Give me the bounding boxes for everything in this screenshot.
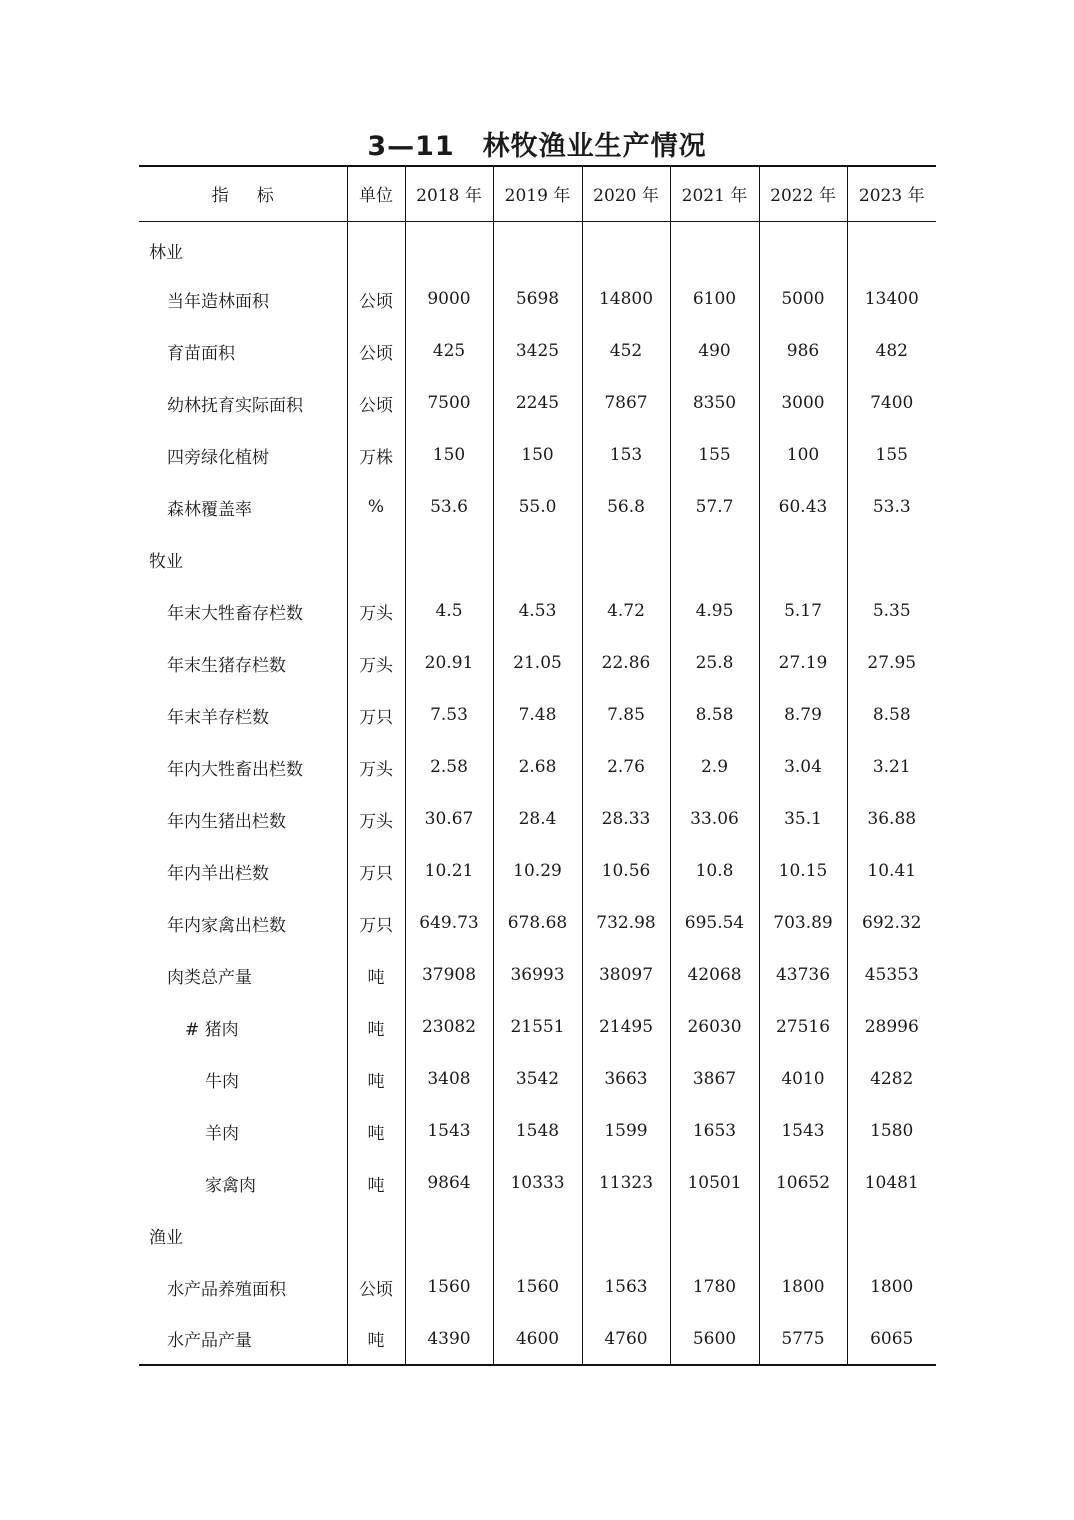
value-cell: 57.7 bbox=[670, 481, 759, 533]
unit-cell: 公顷 bbox=[347, 1261, 405, 1313]
value-cell bbox=[493, 533, 582, 585]
value-cell: 649.73 bbox=[405, 897, 493, 949]
value-cell: 1653 bbox=[670, 1105, 759, 1157]
table-row bbox=[139, 1105, 936, 1157]
value-cell: 4.53 bbox=[493, 585, 582, 637]
value-cell: 7400 bbox=[847, 377, 936, 429]
value-cell bbox=[493, 221, 582, 273]
value-cell: 3408 bbox=[405, 1053, 493, 1105]
value-cell: 23082 bbox=[405, 1001, 493, 1053]
value-cell: 1800 bbox=[759, 1261, 847, 1313]
header-year: 2022 年 bbox=[759, 166, 847, 221]
value-cell: 56.8 bbox=[582, 481, 670, 533]
header-year: 2018 年 bbox=[405, 166, 493, 221]
table-row bbox=[139, 793, 936, 845]
value-cell bbox=[759, 221, 847, 273]
header-indicator: 指标 bbox=[139, 166, 347, 221]
table-row bbox=[139, 1313, 936, 1365]
value-cell: 27516 bbox=[759, 1001, 847, 1053]
table-row bbox=[139, 1261, 936, 1313]
table-row bbox=[139, 1001, 936, 1053]
value-cell: 22.86 bbox=[582, 637, 670, 689]
indicator-label: 育苗面积 bbox=[167, 343, 235, 364]
value-cell: 1599 bbox=[582, 1105, 670, 1157]
unit-cell: 公顷 bbox=[347, 377, 405, 429]
unit-cell: 万只 bbox=[347, 689, 405, 741]
value-cell bbox=[405, 533, 493, 585]
table-row bbox=[139, 689, 936, 741]
value-cell: 60.43 bbox=[759, 481, 847, 533]
value-cell: 4600 bbox=[493, 1313, 582, 1365]
table-section-row bbox=[139, 221, 936, 273]
value-cell: 8.58 bbox=[670, 689, 759, 741]
table-row bbox=[139, 377, 936, 429]
value-cell: 13400 bbox=[847, 273, 936, 325]
value-cell: 490 bbox=[670, 325, 759, 377]
indicator-label: 森林覆盖率 bbox=[167, 499, 252, 520]
value-cell: 692.32 bbox=[847, 897, 936, 949]
page-title: 3—11 林牧渔业生产情况 bbox=[367, 131, 707, 162]
table-row bbox=[139, 325, 936, 377]
value-cell bbox=[405, 221, 493, 273]
value-cell: 14800 bbox=[582, 273, 670, 325]
value-cell: 21495 bbox=[582, 1001, 670, 1053]
value-cell: 5.17 bbox=[759, 585, 847, 637]
unit-cell: 公顷 bbox=[347, 325, 405, 377]
indicator-label: 幼林抚育实际面积 bbox=[167, 395, 303, 416]
value-cell: 4390 bbox=[405, 1313, 493, 1365]
unit-cell: 万头 bbox=[347, 585, 405, 637]
table-body bbox=[139, 221, 936, 1365]
value-cell: 5.35 bbox=[847, 585, 936, 637]
value-cell: 55.0 bbox=[493, 481, 582, 533]
section-label: 渔业 bbox=[149, 1227, 183, 1248]
indicator-label: 当年造林面积 bbox=[167, 291, 269, 312]
value-cell bbox=[847, 533, 936, 585]
value-cell: 2245 bbox=[493, 377, 582, 429]
value-cell: 4760 bbox=[582, 1313, 670, 1365]
value-cell: 8.79 bbox=[759, 689, 847, 741]
value-cell: 5775 bbox=[759, 1313, 847, 1365]
indicator-label: 年内羊出栏数 bbox=[167, 863, 269, 884]
value-cell: 1560 bbox=[405, 1261, 493, 1313]
table-row bbox=[139, 429, 936, 481]
value-cell: 732.98 bbox=[582, 897, 670, 949]
value-cell: 3.04 bbox=[759, 741, 847, 793]
value-cell: 27.95 bbox=[847, 637, 936, 689]
table-row bbox=[139, 1053, 936, 1105]
table-row bbox=[139, 1157, 936, 1209]
value-cell: 20.91 bbox=[405, 637, 493, 689]
value-cell: 21.05 bbox=[493, 637, 582, 689]
value-cell: 9864 bbox=[405, 1157, 493, 1209]
header-year: 2021 年 bbox=[670, 166, 759, 221]
value-cell: 482 bbox=[847, 325, 936, 377]
unit-cell: 万头 bbox=[347, 741, 405, 793]
value-cell bbox=[493, 1209, 582, 1261]
value-cell: 25.8 bbox=[670, 637, 759, 689]
unit-cell: 万只 bbox=[347, 897, 405, 949]
value-cell: 703.89 bbox=[759, 897, 847, 949]
value-cell bbox=[670, 221, 759, 273]
value-cell: 2.76 bbox=[582, 741, 670, 793]
value-cell: 10.8 bbox=[670, 845, 759, 897]
value-cell: 4.5 bbox=[405, 585, 493, 637]
indicator-label: 牛肉 bbox=[205, 1071, 239, 1092]
indicator-label: 年末羊存栏数 bbox=[167, 707, 269, 728]
value-cell: 1543 bbox=[759, 1105, 847, 1157]
value-cell bbox=[582, 221, 670, 273]
unit-cell: 吨 bbox=[347, 949, 405, 1001]
indicator-label: # 猪肉 bbox=[185, 1019, 239, 1040]
header-year: 2019 年 bbox=[493, 166, 582, 221]
value-cell: 452 bbox=[582, 325, 670, 377]
value-cell: 10.21 bbox=[405, 845, 493, 897]
indicator-label: 家禽肉 bbox=[205, 1175, 256, 1196]
value-cell: 33.06 bbox=[670, 793, 759, 845]
value-cell: 3542 bbox=[493, 1053, 582, 1105]
value-cell: 8.58 bbox=[847, 689, 936, 741]
table-row bbox=[139, 481, 936, 533]
unit-cell: % bbox=[347, 481, 405, 533]
value-cell: 30.67 bbox=[405, 793, 493, 845]
value-cell: 7500 bbox=[405, 377, 493, 429]
value-cell: 155 bbox=[847, 429, 936, 481]
value-cell: 986 bbox=[759, 325, 847, 377]
value-cell: 35.1 bbox=[759, 793, 847, 845]
table-section-row bbox=[139, 1209, 936, 1261]
value-cell: 100 bbox=[759, 429, 847, 481]
unit-cell: 万头 bbox=[347, 637, 405, 689]
value-cell: 10.15 bbox=[759, 845, 847, 897]
value-cell: 26030 bbox=[670, 1001, 759, 1053]
statistics-table bbox=[139, 165, 936, 1366]
value-cell bbox=[670, 533, 759, 585]
unit-cell: 吨 bbox=[347, 1157, 405, 1209]
value-cell bbox=[405, 1209, 493, 1261]
value-cell bbox=[759, 1209, 847, 1261]
value-cell: 42068 bbox=[670, 949, 759, 1001]
unit-cell bbox=[347, 221, 405, 273]
value-cell: 7.53 bbox=[405, 689, 493, 741]
indicator-label: 年末大牲畜存栏数 bbox=[167, 603, 303, 624]
indicator-label: 水产品产量 bbox=[139, 1313, 347, 1365]
value-cell: 7867 bbox=[582, 377, 670, 429]
indicator-label: 年内家禽出栏数 bbox=[167, 915, 286, 936]
header-year: 2020 年 bbox=[582, 166, 670, 221]
value-cell: 28996 bbox=[847, 1001, 936, 1053]
table-row bbox=[139, 845, 936, 897]
unit-cell bbox=[347, 533, 405, 585]
unit-cell: 吨 bbox=[347, 1313, 405, 1365]
value-cell bbox=[582, 533, 670, 585]
value-cell: 150 bbox=[405, 429, 493, 481]
indicator-label: 羊肉 bbox=[205, 1123, 239, 1144]
indicator-label: 肉类总产量 bbox=[167, 967, 252, 988]
table-row bbox=[139, 637, 936, 689]
value-cell: 53.3 bbox=[847, 481, 936, 533]
indicator-label: 四旁绿化植树 bbox=[167, 447, 269, 468]
table-row bbox=[139, 949, 936, 1001]
value-cell: 37908 bbox=[405, 949, 493, 1001]
unit-cell: 万只 bbox=[347, 845, 405, 897]
value-cell: 43736 bbox=[759, 949, 847, 1001]
value-cell: 10501 bbox=[670, 1157, 759, 1209]
value-cell bbox=[582, 1209, 670, 1261]
value-cell: 1548 bbox=[493, 1105, 582, 1157]
value-cell: 5600 bbox=[670, 1313, 759, 1365]
table-row bbox=[139, 585, 936, 637]
value-cell: 1780 bbox=[670, 1261, 759, 1313]
table-section-row bbox=[139, 533, 936, 585]
value-cell: 10652 bbox=[759, 1157, 847, 1209]
value-cell: 45353 bbox=[847, 949, 936, 1001]
indicator-label: 年内大牲畜出栏数 bbox=[167, 759, 303, 780]
value-cell: 1563 bbox=[582, 1261, 670, 1313]
value-cell: 3663 bbox=[582, 1053, 670, 1105]
value-cell: 1800 bbox=[847, 1261, 936, 1313]
value-cell bbox=[847, 221, 936, 273]
indicator-label: 水产品养殖面积 bbox=[167, 1279, 286, 1300]
value-cell: 3425 bbox=[493, 325, 582, 377]
value-cell: 5698 bbox=[493, 273, 582, 325]
value-cell: 53.6 bbox=[405, 481, 493, 533]
value-cell: 36993 bbox=[493, 949, 582, 1001]
value-cell: 153 bbox=[582, 429, 670, 481]
value-cell: 11323 bbox=[582, 1157, 670, 1209]
header-year: 2023 年 bbox=[847, 166, 936, 221]
value-cell: 5000 bbox=[759, 273, 847, 325]
value-cell: 2.9 bbox=[670, 741, 759, 793]
value-cell: 4282 bbox=[847, 1053, 936, 1105]
unit-cell: 万株 bbox=[347, 429, 405, 481]
table-row bbox=[139, 741, 936, 793]
value-cell: 6065 bbox=[847, 1313, 936, 1365]
value-cell bbox=[759, 533, 847, 585]
value-cell: 10333 bbox=[493, 1157, 582, 1209]
indicator-label: 年内生猪出栏数 bbox=[167, 811, 286, 832]
value-cell: 4010 bbox=[759, 1053, 847, 1105]
value-cell bbox=[670, 1209, 759, 1261]
value-cell: 425 bbox=[405, 325, 493, 377]
value-cell: 7.85 bbox=[582, 689, 670, 741]
value-cell: 6100 bbox=[670, 273, 759, 325]
value-cell: 28.4 bbox=[493, 793, 582, 845]
unit-cell: 公顷 bbox=[347, 273, 405, 325]
value-cell: 695.54 bbox=[670, 897, 759, 949]
value-cell: 1543 bbox=[405, 1105, 493, 1157]
value-cell: 28.33 bbox=[582, 793, 670, 845]
value-cell: 10.56 bbox=[582, 845, 670, 897]
value-cell: 678.68 bbox=[493, 897, 582, 949]
value-cell: 1560 bbox=[493, 1261, 582, 1313]
value-cell: 10.29 bbox=[493, 845, 582, 897]
value-cell: 7.48 bbox=[493, 689, 582, 741]
value-cell: 8350 bbox=[670, 377, 759, 429]
value-cell: 150 bbox=[493, 429, 582, 481]
value-cell: 10.41 bbox=[847, 845, 936, 897]
value-cell: 155 bbox=[670, 429, 759, 481]
value-cell: 4.72 bbox=[582, 585, 670, 637]
table-header-row bbox=[139, 166, 936, 221]
value-cell: 1580 bbox=[847, 1105, 936, 1157]
value-cell: 9000 bbox=[405, 273, 493, 325]
value-cell: 4.95 bbox=[670, 585, 759, 637]
value-cell: 3.21 bbox=[847, 741, 936, 793]
indicator-label: 年末生猪存栏数 bbox=[167, 655, 286, 676]
value-cell: 10481 bbox=[847, 1157, 936, 1209]
value-cell: 2.58 bbox=[405, 741, 493, 793]
header-unit: 单位 bbox=[347, 166, 405, 221]
unit-cell bbox=[347, 1209, 405, 1261]
value-cell: 38097 bbox=[582, 949, 670, 1001]
unit-cell: 吨 bbox=[347, 1053, 405, 1105]
value-cell: 27.19 bbox=[759, 637, 847, 689]
section-label: 林业 bbox=[149, 242, 183, 263]
unit-cell: 吨 bbox=[347, 1001, 405, 1053]
value-cell: 36.88 bbox=[847, 793, 936, 845]
unit-cell: 万头 bbox=[347, 793, 405, 845]
value-cell: 3867 bbox=[670, 1053, 759, 1105]
value-cell: 3000 bbox=[759, 377, 847, 429]
value-cell: 21551 bbox=[493, 1001, 582, 1053]
table-row bbox=[139, 897, 936, 949]
value-cell: 2.68 bbox=[493, 741, 582, 793]
value-cell bbox=[847, 1209, 936, 1261]
section-label: 牧业 bbox=[149, 551, 183, 572]
unit-cell: 吨 bbox=[347, 1105, 405, 1157]
table-row bbox=[139, 273, 936, 325]
